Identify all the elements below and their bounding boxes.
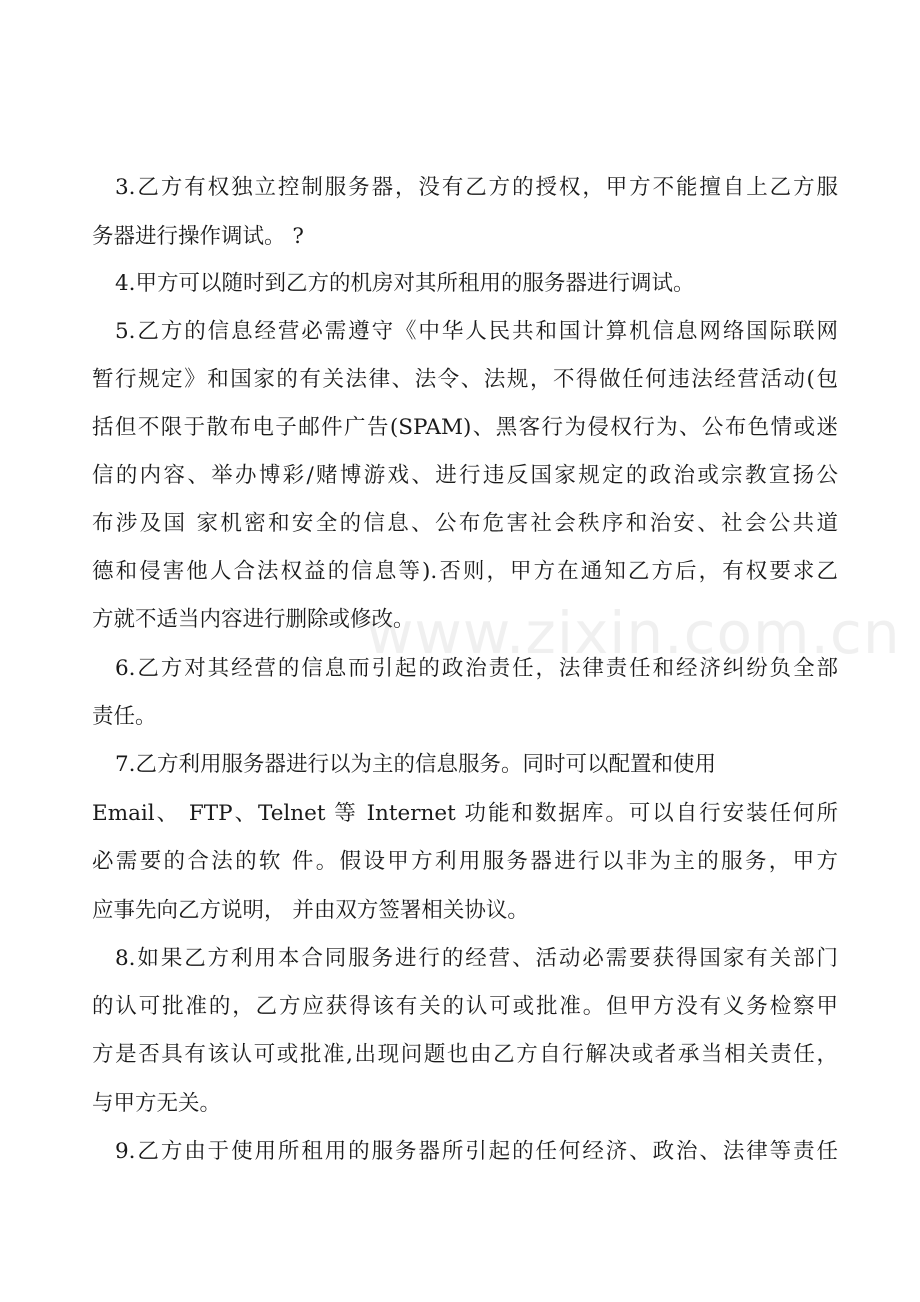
paragraph-5-line-1: 5.乙方的信息经营必需遵守《中华人民共和国计算机信息网络国际联网 [115,319,838,344]
paragraph-5-line-6: 德和侵害他人合法权益的信息等).否则，甲方在通知乙方后，有权要求乙 [92,559,838,584]
paragraph-3-line-1: 3.乙方有权独立控制服务器，没有乙方的授权，甲方不能擅自上乙方服 [115,175,838,200]
watermark: www.zixin.com.cn [366,599,901,667]
paragraph-9-line-1: 9.乙方由于使用所租用的服务器所引起的任何经济、政治、法律等责任 [115,1139,838,1164]
paragraph-8-line-4: 与甲方无关。 [92,1091,222,1116]
paragraph-7-line-1: 7.乙方利用服务器进行以为主的信息服务。同时可以配置和使用 [115,752,717,777]
paragraph-4-line-1: 4.甲方可以随时到乙方的机房对其所租用的服务器进行调试。 [115,271,695,296]
paragraph-7-line-2: Email、 FTP、Telnet 等 Internet 功能和数据库。可以自行安装任何所 [92,801,838,826]
paragraph-8-line-1: 8.如果乙方利用本合同服务进行的经营、活动必需要获得国家有关部门 [115,946,838,971]
paragraph-7-line-4: 应事先向乙方说明， 并由双方签署相关协议。 [92,898,529,923]
paragraph-5-line-7: 方就不适当内容进行删除或修改。 [92,607,415,632]
paragraph-8-line-2: 的认可批准的，乙方应获得该有关的认可或批准。但甲方没有义务检察甲 [92,994,838,1019]
paragraph-6-line-1: 6.乙方对其经营的信息而引起的政治责任，法律责任和经济纠纷负全部 [115,656,838,681]
paragraph-5-line-3: 括但不限于散布电子邮件广告(SPAM)、黑客行为侵权行为、公布色情或迷 [92,415,838,440]
paragraph-3-line-2: 务器进行操作调试。 ? [92,224,304,249]
paragraph-8-line-3: 方是否具有该认可或批准,出现问题也由乙方自行解决或者承当相关责任， [92,1042,838,1067]
paragraph-6-line-2: 责任。 [92,704,157,729]
paragraph-5-line-4: 信的内容、举办博彩/赌博游戏、进行违反国家规定的政治或宗教宣扬公 [92,463,838,488]
paragraph-5-line-5: 布涉及国 家机密和安全的信息、公布危害社会秩序和治安、社会公共道 [92,511,838,536]
paragraph-7-line-3: 必需要的合法的软 件。假设甲方利用服务器进行以非为主的服务，甲方 [92,849,838,874]
paragraph-5-line-2: 暂行规定》和国家的有关法律、法令、法规，不得做任何违法经营活动(包 [92,367,838,392]
